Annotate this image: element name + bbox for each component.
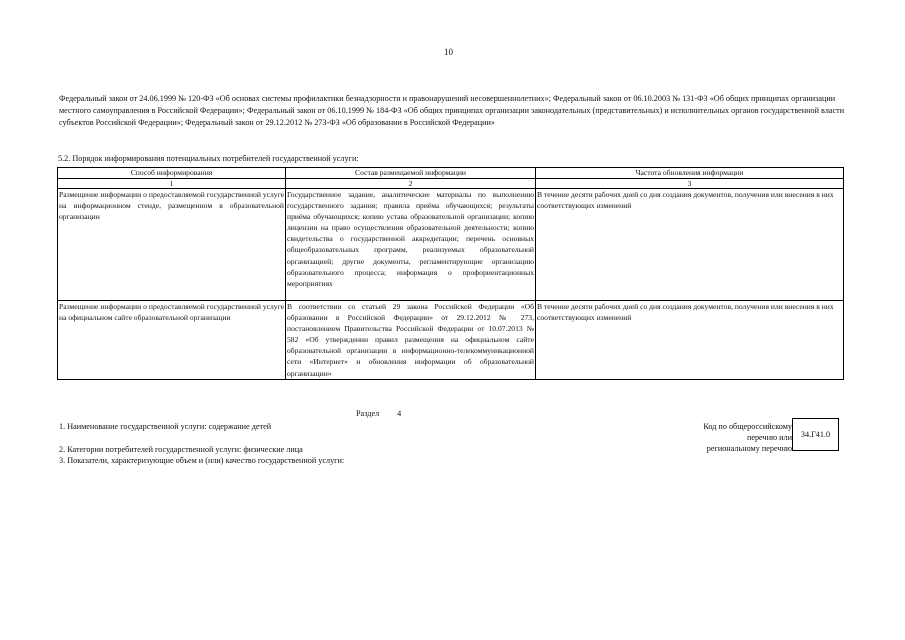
column-header-method: Способ информирования [58, 168, 286, 179]
table-cell-content: В соответствии со статьей 29 закона Российской Федерации «Об образовании в Российской Федерации» от 29.12.2012 № 273, постановлением Правительства Российской Федерации от 10.07.2013 № 582 «Об утверждении правил размещения на официальном сайте образовательной организации в информационно-телекоммуникационной сети «Интернет» и обновления информации об образовательной организации» [287, 302, 534, 378]
table-cell-frequency: В течение десяти рабочих дней со дня создания документов, получения или внесения в них соответствующих изменений [536, 189, 844, 301]
column-number: 3 [536, 179, 844, 189]
code-label-line: перечню или [746, 432, 792, 442]
table-row [58, 301, 844, 380]
table-number-row [58, 179, 844, 189]
code-value: 34.Г41.0 [800, 430, 831, 439]
table-cell-frequency: В течение десяти рабочих дней со дня создания документов, получения или внесения в них соответствующих изменений [536, 301, 844, 380]
table-cell-content: Государственное задание, аналитические материалы по выполнению государственного задания; правила приёма обучающихся; результаты приёма обучающихся; копию устава образовательной организации; копию лицензии на право осуществления образовательной деятельности; копию свидетельства о государственной аккредитации; перечень основных общеобразовательных программ, реализуемых образовательной организацией; другие документы, регламентирующие организацию образовательного процесса; информация о профориентационных мероприятиях [286, 189, 536, 301]
legal-basis-text: Федеральный закон от 24.06.1999 № 120-ФЗ «Об основах системы профилактики безнадзорности и правонарушений несовершеннолетних»; Федеральный закон от 06.10.2003 № 131-ФЗ «Об общих принципах организации местного самоуправления в Российской Федерации»; Федеральный закон от 06.10.1999 № 184-ФЗ «Об общих принципах организации законодательных (представительных) и исполнительных органов государственной власти субъектов Российской Федерации»; Федеральный закон от 29.12.2012 № 273-ФЗ «Об образовании в Российской Федерации» [59, 94, 845, 128]
code-value-box [792, 418, 839, 451]
section-number: 4 [397, 409, 402, 418]
column-number: 2 [286, 179, 536, 189]
column-header-frequency: Частота обновления информации [536, 168, 844, 179]
service-name: 1. Наименование государственной услуги: содержание детей [59, 422, 272, 431]
table-row [58, 189, 844, 301]
table-cell-method: Размещение информации о предоставляемой государственной услуге на официальном сайте образовательной организации [58, 301, 286, 380]
code-label-line: региональному перечню [706, 443, 792, 453]
page-number: 10 [444, 47, 453, 57]
informing-table [57, 167, 844, 380]
column-number: 1 [58, 179, 286, 189]
code-label [660, 422, 792, 454]
section-heading [356, 409, 401, 418]
column-header-content: Состав размещаемой информации [286, 168, 536, 179]
code-label-line: Код по общероссийскому [703, 422, 792, 431]
indicators-title: 3. Показатели, характеризующие объем и (или) качество государственной услуги: [59, 456, 345, 465]
consumer-categories: 2. Категории потребителей государственной услуги: физические лица [59, 445, 303, 454]
section-label: Раздел [356, 409, 380, 418]
section-5-2-title: 5.2. Порядок информирования потенциальных потребителей государственной услуги: [58, 154, 359, 163]
table-cell-method: Размещение информации о предоставляемой государственной услуге на информационном стенде, размещенном в образовательной организации [58, 189, 286, 301]
table-header-row [58, 168, 844, 179]
